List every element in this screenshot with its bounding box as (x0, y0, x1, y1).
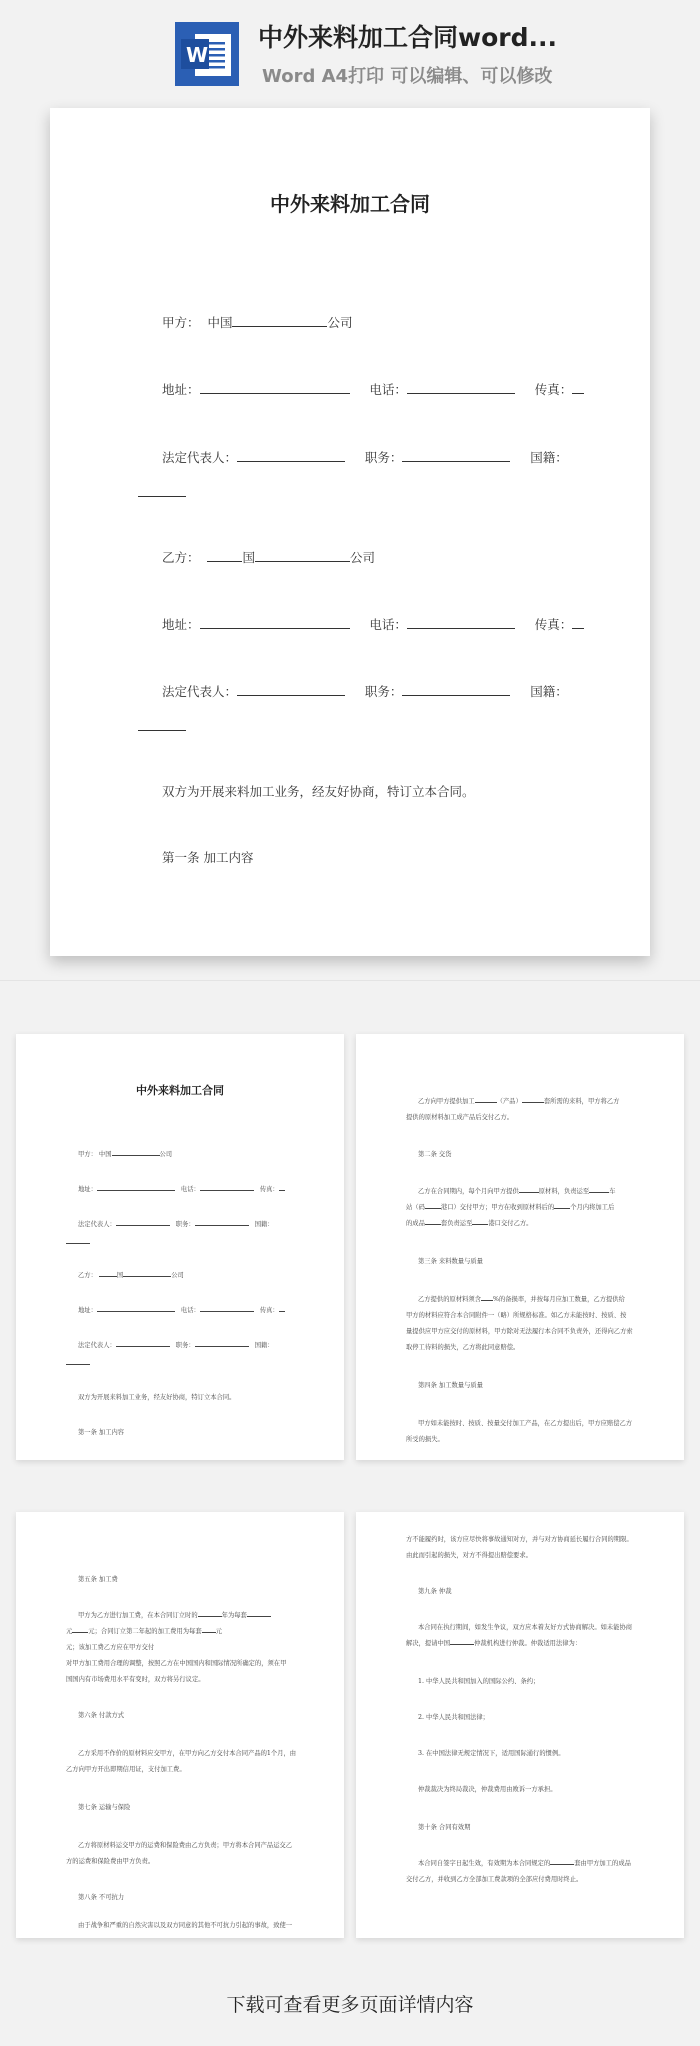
page-thumbnail-2: 乙方向甲方提供加工 （产品） 套所需的来料，甲方将乙方 提供的原材料加工成产品后交付乙方。 第二条 交货 乙方在合同期内，每个月向甲方提供 原材料，负责运至 车 站（码 港口）交付甲方；甲方在收到原材料后的 个月内将加工后 的成品 套负责运至 港口交付乙方。 第三条 来料数量与质量 乙方提供的原材料须含 %的备损率，并按每月应加工数量，乙方提供给 甲方的材料应符合本合同附件一（略）所规格标准。如乙方未能按时、按质、按 量提供应甲方应交付的原材料，甲方除对无法履行本合同不负责外，还得向乙方索 取停工待料的损失，乙方将此同意赔偿。 第四条 加工数量与质量 甲方如未能按时、按质、按量交付加工产品，在乙方提出后，甲方应赔偿乙方 所受的损失。 (356, 1034, 684, 1460)
contract-title: 中外来料加工合同 (270, 192, 430, 216)
party-a-line: 甲方： 中国 公司 (162, 315, 353, 330)
page-preview-large (50, 108, 650, 956)
party-b-line: 乙方： 国 公司 (162, 550, 375, 565)
thumbnail-contract-title: 中外来料加工合同 (136, 1084, 224, 1097)
article-1-heading: 第一条 加工内容 (162, 850, 254, 865)
download-more-link[interactable]: 下载可查看更多页面详情内容 (226, 1994, 474, 2016)
party-a-representative-line: 法定代表人： 职务： 国籍： (162, 450, 568, 465)
intro-paragraph: 双方为开展来料加工业务，经友好协商，特订立本合同。 (162, 784, 475, 799)
document-subtitle: Word A4打印 可以编辑、可以修改 (262, 66, 553, 87)
page-thumbnail-4: 方不能履约时，该方应尽快将事故通知对方，并与对方协商延长履行合同的期限。 由此而引起的损失，对方不得提出赔偿要求。 第九条 仲裁 本合同在执行期间，如发生争议，双方应本着友好方式协商解决。如未能协商 解决，提请中国 仲裁机构进行仲裁。仲裁适用法律为： 1. 中华人民共和国加入的国际公约、条约； 2. 中华人民共和国法律； 3. 在中国法律无规定情况下，适用国际通行的惯例。 仲裁裁决为终局裁决，仲裁费用由败诉一方承担。 第十条 合同有效期 本合同自签字日起生效，有效期为本合同规定的 套由甲方加工的成品 交付乙方，并收到乙方全部加工费款项的全部应付费用时终止。 (356, 1512, 684, 1938)
header (0, 0, 700, 100)
page-thumbnail-3: 第五条 加工费 甲方为乙方进行加工费，在本合同订立时的 年为每套 元 元；合同订立第二年起的加工费用为每套 元 元；该加工费乙方应在甲方交付 对甲方加工费用合理的调整，按照乙方在中国国内和国际情况所确定的，须在甲 国国内有市场费用水平有变时，双方将另行议定。 第六条 付款方式 乙方采用不作价的原材料应交甲方，在甲方向乙方交付本合同产品的1个月，由 乙方向甲方开出即期信用证，支付加工费。 第七条 运输与保险 乙方将原材料运交甲方的运费和保险费由乙方负责；甲方将本合同产品运交乙 方的运费和保险费由甲方负责。 第八条 不可抗力 由于战争和严重的自然灾害以及双方同意的其他不可抗力引起的事故，致使一 (16, 1512, 344, 1938)
section-divider (0, 980, 700, 981)
party-b-address-line: 地址： 电话： 传真： (162, 615, 584, 633)
party-a-address-line: 地址： 电话： 传真： (162, 380, 584, 398)
document-title: 中外来料加工合同word... (258, 23, 557, 52)
word-icon-letter: W (186, 43, 209, 67)
page-thumbnail-1: 中外来料加工合同 甲方： 中国 公司 地址： 电话： 传真： 法定代表人： 职务： 国籍： 乙方： 国 公司 地址： 电话： 传真： 法定代表人： 职务： 国籍： 双方为开展来料加工业务，经友好协商，特订立本合同。 第一条 加工内容 (16, 1034, 344, 1460)
party-b-representative-line: 法定代表人： 职务： 国籍： (162, 684, 568, 699)
